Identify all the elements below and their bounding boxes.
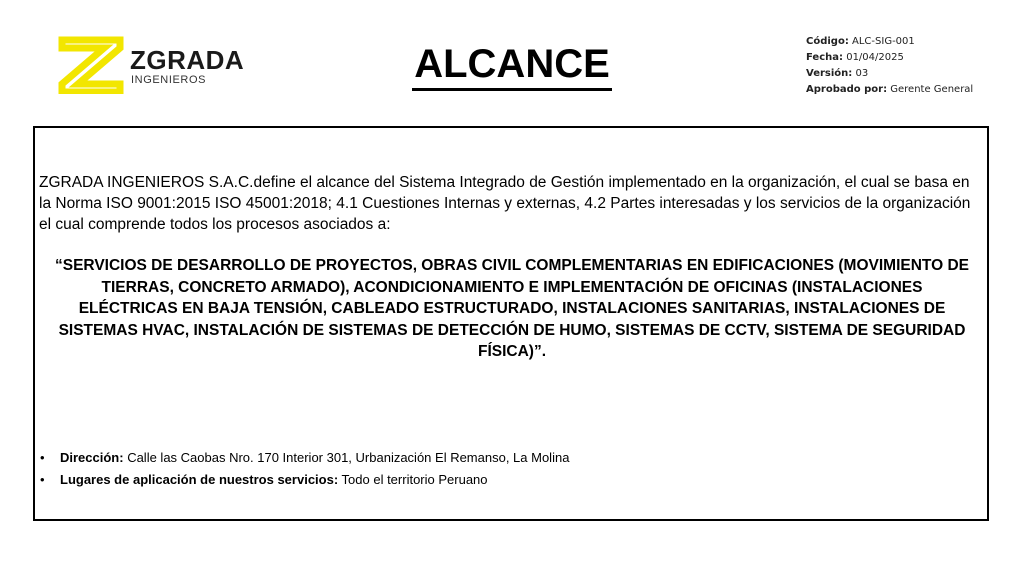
bullet-dot: • (40, 450, 45, 465)
zgrada-z-mark-icon (58, 36, 124, 94)
logo-name: ZGRADA (130, 45, 245, 75)
scope-details-list (40, 447, 940, 491)
logo-subtitle: INGENIEROS (131, 74, 207, 86)
address-item: • Dirección: Calle las Caobas Nro. 170 Interior 301, Urbanización El Remanso, La Molina (40, 447, 940, 469)
meta-code: Código: ALC-SIG-001 (806, 36, 915, 47)
company-logo (58, 36, 278, 96)
meta-version: Versión: 03 (806, 68, 869, 79)
intro-paragraph: ZGRADA INGENIEROS S.A.C.define el alcance del Sistema Integrado de Gestión implementado en la organización, el cual se basa en la Norma ISO 9001:2015 ISO 45001:2018; 4.1 Cuestiones Internas y externas, 4.2 Partes interesadas y los servicios de la organización el cual comprende todos los procesos asociados a: (39, 174, 971, 233)
title-underline (412, 88, 612, 91)
document-title: ALCANCE (414, 42, 610, 86)
scope-statement: “SERVICIOS DE DESARROLLO DE PROYECTOS, OBRAS CIVIL COMPLEMENTARIAS EN EDIFICACIONES (MOVIMIENTO DE TIERRAS, CONCRETO ARMADO), ACONDICIONAMIENTO E IMPLEMENTACIÓN DE OFICINAS (INSTALACIONES ELÉCTRICAS EN BAJA TENSIÓN, CABLEADO ESTRUCTURADO, INSTALACIONES SANITARIAS, INSTALACIONES DE SISTEMAS HVAC, INSTALACIÓN DE SISTEMAS DE DETECCIÓN DE HUMO, SISTEMAS DE CCTV, SISTEMA DE SEGURIDAD FÍSICA)”. (54, 257, 970, 360)
document-meta (806, 34, 973, 98)
meta-date: Fecha: 01/04/2025 (806, 52, 904, 63)
service-locations-item: • Lugares de aplicación de nuestros servicios: Todo el territorio Peruano (40, 469, 940, 491)
meta-approved-by: Aprobado por: Gerente General (806, 84, 974, 95)
bullet-dot: • (40, 472, 45, 487)
